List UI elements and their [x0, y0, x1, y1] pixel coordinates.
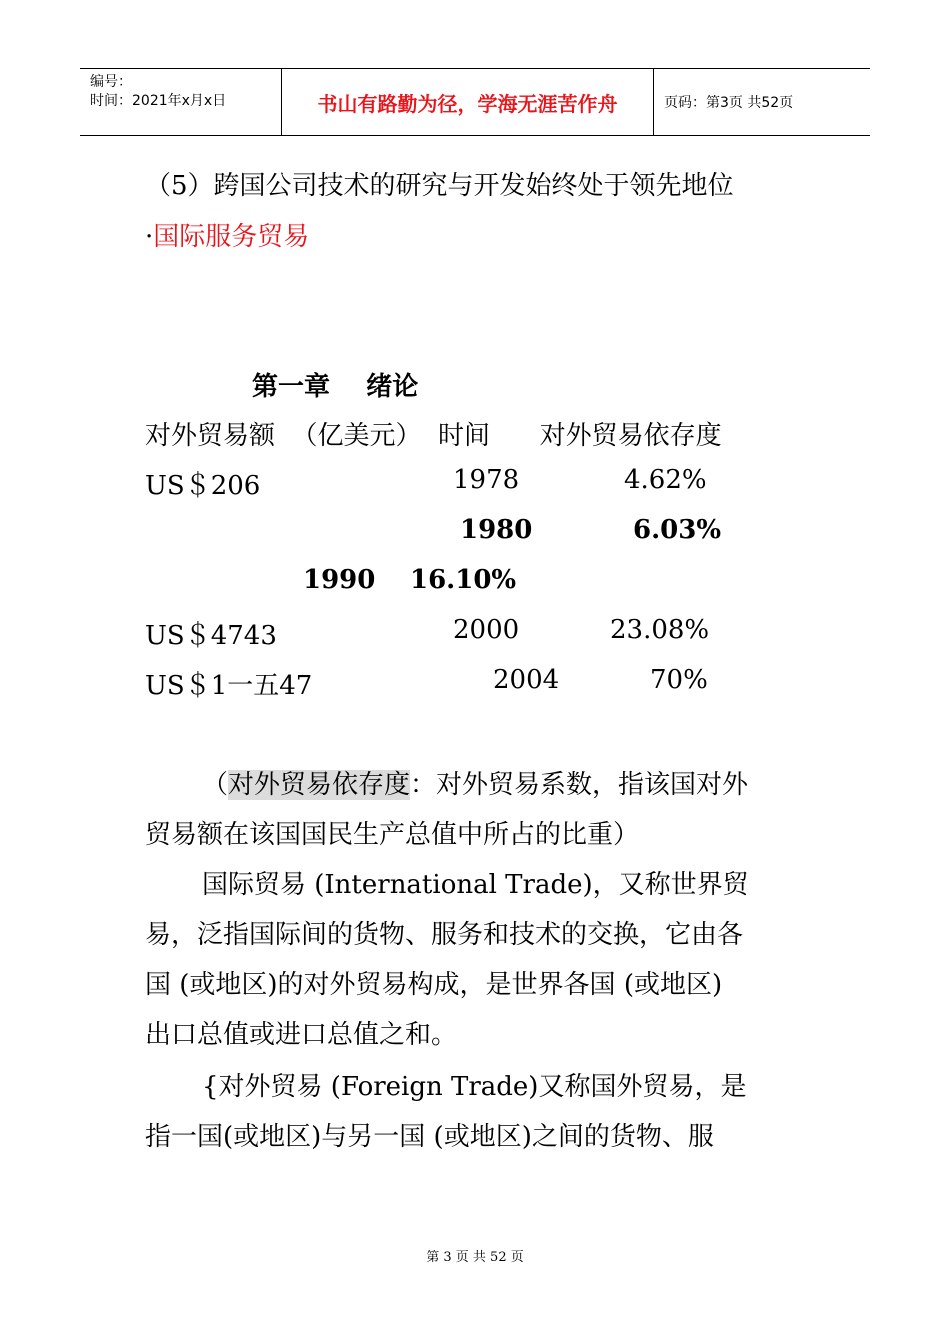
row-amount: US＄4743	[145, 621, 277, 651]
row-ratio: 6.03%	[633, 515, 722, 545]
intl-service-trade-heading: 国际服务贸易	[153, 222, 310, 252]
header-time-label: 时间：2021年x月x日	[90, 93, 227, 109]
header-page-label: 页码：第3页 共52页	[664, 95, 794, 111]
row-ratio: 23.08%	[610, 615, 710, 645]
definition-line-2: 贸易额在该国国民生产总值中所占的比重）	[145, 820, 640, 850]
page-header	[80, 68, 870, 136]
row-amount: US＄206	[145, 471, 261, 501]
para1-line-4: 出口总值或进口总值之和。	[145, 1020, 458, 1050]
para1-line-2: 易，泛指国际间的货物、服务和技术的交换，它由各	[145, 920, 744, 950]
row-amount: US＄1一五47	[145, 671, 313, 701]
row-year: 2004	[493, 665, 560, 695]
chapter-title: 第一章 绪论	[252, 372, 419, 402]
intl-service-trade-line	[145, 216, 309, 253]
row-ratio: 16.10%	[410, 565, 517, 595]
para2-line-1: {对外贸易 (Foreign Trade)又称国外贸易，是	[202, 1072, 747, 1102]
item-5-heading: （5）跨国公司技术的研究与开发始终处于领先地位	[145, 171, 734, 201]
para1-line-1: 国际贸易 (International Trade)，又称世界贸	[202, 870, 749, 900]
table-header: 对外贸易额 （亿美元） 时间 对外贸易依存度	[145, 421, 722, 451]
definition-term: 对外贸易依存度	[228, 770, 411, 800]
page-footer: 第 3 页 共 52 页	[426, 1250, 524, 1265]
definition-open-paren: （	[202, 770, 229, 800]
para2-line-2: 指一国(或地区)与另一国 (或地区)之间的货物、服	[145, 1122, 714, 1152]
header-motto: 书山有路勤为径，学海无涯苦作舟	[282, 69, 654, 135]
para1-line-3: 国 (或地区)的对外贸易构成，是世界各国 (或地区)	[145, 970, 723, 1000]
definition-rest: ：对外贸易系数，指该国对外	[410, 770, 749, 800]
row-year: 1980	[460, 515, 533, 545]
row-year: 1978	[453, 465, 520, 495]
definition-line-1	[202, 764, 748, 801]
row-year: 2000	[453, 615, 520, 645]
bullet-dot: ·	[145, 222, 154, 252]
header-number-label: 编号：	[90, 74, 132, 90]
row-ratio: 70%	[650, 665, 708, 695]
row-year: 1990	[303, 565, 376, 595]
row-ratio: 4.62%	[624, 465, 707, 495]
header-meta	[80, 69, 282, 135]
